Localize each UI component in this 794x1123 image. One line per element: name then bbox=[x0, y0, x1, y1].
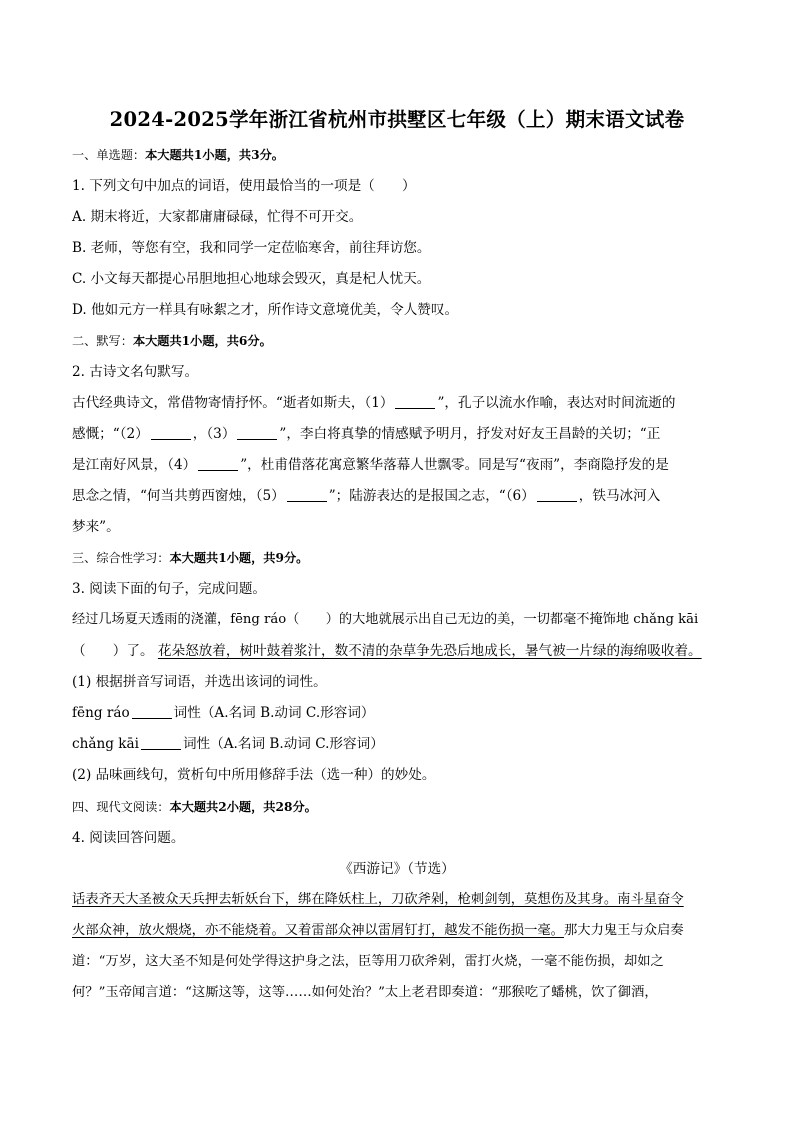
q2-text: ，（3） bbox=[192, 426, 236, 442]
passage-title: 《西游记》（节选） bbox=[339, 861, 455, 877]
q1-option-c: C. 小文每天都提心吊胆地担心地球会毁灭，真是杞人忧天。 bbox=[72, 271, 431, 287]
q1-option-d: D. 他如元方一样具有咏絮之才，所作诗文意境优美，令人赞叹。 bbox=[72, 302, 459, 318]
q2-text: ”；陆游表达的是报国之志，“（6） bbox=[328, 488, 535, 504]
q2-line-1 bbox=[72, 393, 676, 413]
q1-option-b: B. 老师，等您有空，我和同学一定莅临寒舍，前往拜访您。 bbox=[72, 240, 431, 256]
q3-sub-1b bbox=[72, 734, 384, 754]
section-label: 三、综合性学习： bbox=[72, 551, 170, 565]
question-4-stem: 4. 阅读回答问题。 bbox=[72, 830, 185, 846]
question-1-stem: 1. 下列文句中加点的词语，使用最恰当的一项是（ ） bbox=[72, 178, 416, 194]
word-class-options: 词性（A.名词 B.动词 C.形容词） bbox=[173, 705, 375, 721]
q3-sub-2: (2) 品味画线句，赏析句中所用修辞手法（选一种）的妙处。 bbox=[72, 767, 436, 783]
section-heading-3 bbox=[72, 548, 308, 568]
section-heading-4 bbox=[72, 797, 317, 817]
answer-blank-1[interactable] bbox=[395, 394, 435, 409]
q2-text: 是江南好风景，（4） bbox=[72, 457, 197, 473]
answer-blank-pinyin-1[interactable] bbox=[132, 704, 172, 719]
answer-blank-2[interactable] bbox=[151, 425, 191, 440]
q2-text: ”，李白将真挚的情感赋予明月，抒发对好友王昌龄的关切；“正 bbox=[279, 426, 661, 442]
pinyin: fēng ráo bbox=[72, 705, 130, 721]
passage-text: 那大力鬼王与众启奏 bbox=[563, 923, 684, 938]
word-class-options: 词性（A.名词 B.动词 C.形容词） bbox=[182, 736, 384, 752]
section-info: 本大题共1小题，共9分。 bbox=[169, 551, 309, 565]
passage-line-4: 何？”玉帝闻言道：“这厮这等，这等……如何处治？”太上老君即奏道：“那猴吃了蟠桃，饮了御酒， bbox=[72, 985, 658, 1000]
page-title: 2024-2025学年浙江省杭州市拱墅区七年级（上）期末语文试卷 bbox=[109, 108, 685, 131]
section-label: 四、现代文阅读： bbox=[72, 800, 170, 814]
section-label: 二、默写： bbox=[72, 334, 133, 348]
passage-line-2 bbox=[72, 921, 684, 941]
q2-line-4 bbox=[72, 486, 660, 506]
answer-blank-pinyin-2[interactable] bbox=[141, 735, 181, 750]
section-info: 本大题共1小题，共6分。 bbox=[132, 334, 272, 348]
section-heading-1 bbox=[72, 145, 284, 165]
pinyin: chǎng kāi bbox=[72, 736, 139, 752]
answer-blank-4[interactable] bbox=[198, 456, 238, 471]
q1-option-a: A. 期末将近，大家都庸庸碌碌，忙得不可开交。 bbox=[72, 209, 363, 225]
q2-text: 感慨；“（2） bbox=[72, 426, 149, 442]
passage-line-3: 道：“万岁，这大圣不知是何处学得这护身之法，臣等用刀砍斧剁，雷打火烧，一毫不能伤损，却如之 bbox=[72, 954, 664, 969]
q3-sub-1: (1) 根据拼音写词语，并选出该词的词性。 bbox=[72, 674, 327, 690]
q2-text: ”，杜甫借落花寓意繁华落幕人世飘零。同是写“夜雨”，李商隐抒发的是 bbox=[240, 457, 669, 473]
q3-passage-line-1: 经过几场夏天透雨的浇灌，fēng ráo（ ）的大地就展示出自己无边的美，一切都毫不掩饰地 chǎng kāi bbox=[72, 612, 699, 627]
q2-text: 思念之情，“何当共剪西窗烛，（5） bbox=[72, 488, 285, 504]
q2-text: ”，孔子以流水作喻，表达对时间流逝的 bbox=[437, 395, 676, 411]
q2-line-5: 梦来”。 bbox=[72, 519, 120, 535]
answer-blank-6[interactable] bbox=[537, 487, 577, 502]
underlined-text: 话表齐天大圣被众天兵押去斩妖台下，绑在降妖柱上，刀砍斧剁，枪刺剑刳，莫想伤及其身。南斗星奋令 bbox=[72, 892, 684, 907]
section-info: 本大题共2小题，共28分。 bbox=[169, 800, 317, 814]
q3-passage-line-2 bbox=[72, 641, 702, 661]
answer-blank-3[interactable] bbox=[237, 425, 277, 440]
q2-line-3 bbox=[72, 455, 669, 475]
question-3-stem: 3. 阅读下面的句子，完成问题。 bbox=[72, 581, 267, 597]
q3-text: （ ）了。 bbox=[72, 643, 154, 659]
answer-blank-5[interactable] bbox=[287, 487, 327, 502]
q3-sub-1a bbox=[72, 703, 375, 723]
underlined-text: 火部众神，放火煨烧，亦不能烧着。又着雷部众神以雷屑钉打，越发不能伤损一毫。 bbox=[72, 923, 564, 938]
q2-text: 古代经典诗文，常借物寄情抒怀。“逝者如斯夫，（1） bbox=[72, 395, 394, 411]
question-2-stem: 2. 古诗文名句默写。 bbox=[72, 364, 199, 380]
section-info: 本大题共1小题，共3分。 bbox=[145, 148, 284, 162]
passage-line-1 bbox=[72, 890, 684, 910]
section-label: 一、单选题： bbox=[72, 148, 146, 162]
q2-text: ，铁马冰河入 bbox=[578, 488, 661, 504]
underlined-sentence: 花朵怒放着，树叶鼓着浆汁，数不清的杂草争先恐后地成长，暑气被一片绿的海绵吸收着。 bbox=[157, 643, 702, 659]
q2-line-2 bbox=[72, 424, 660, 444]
section-heading-2 bbox=[72, 331, 272, 351]
